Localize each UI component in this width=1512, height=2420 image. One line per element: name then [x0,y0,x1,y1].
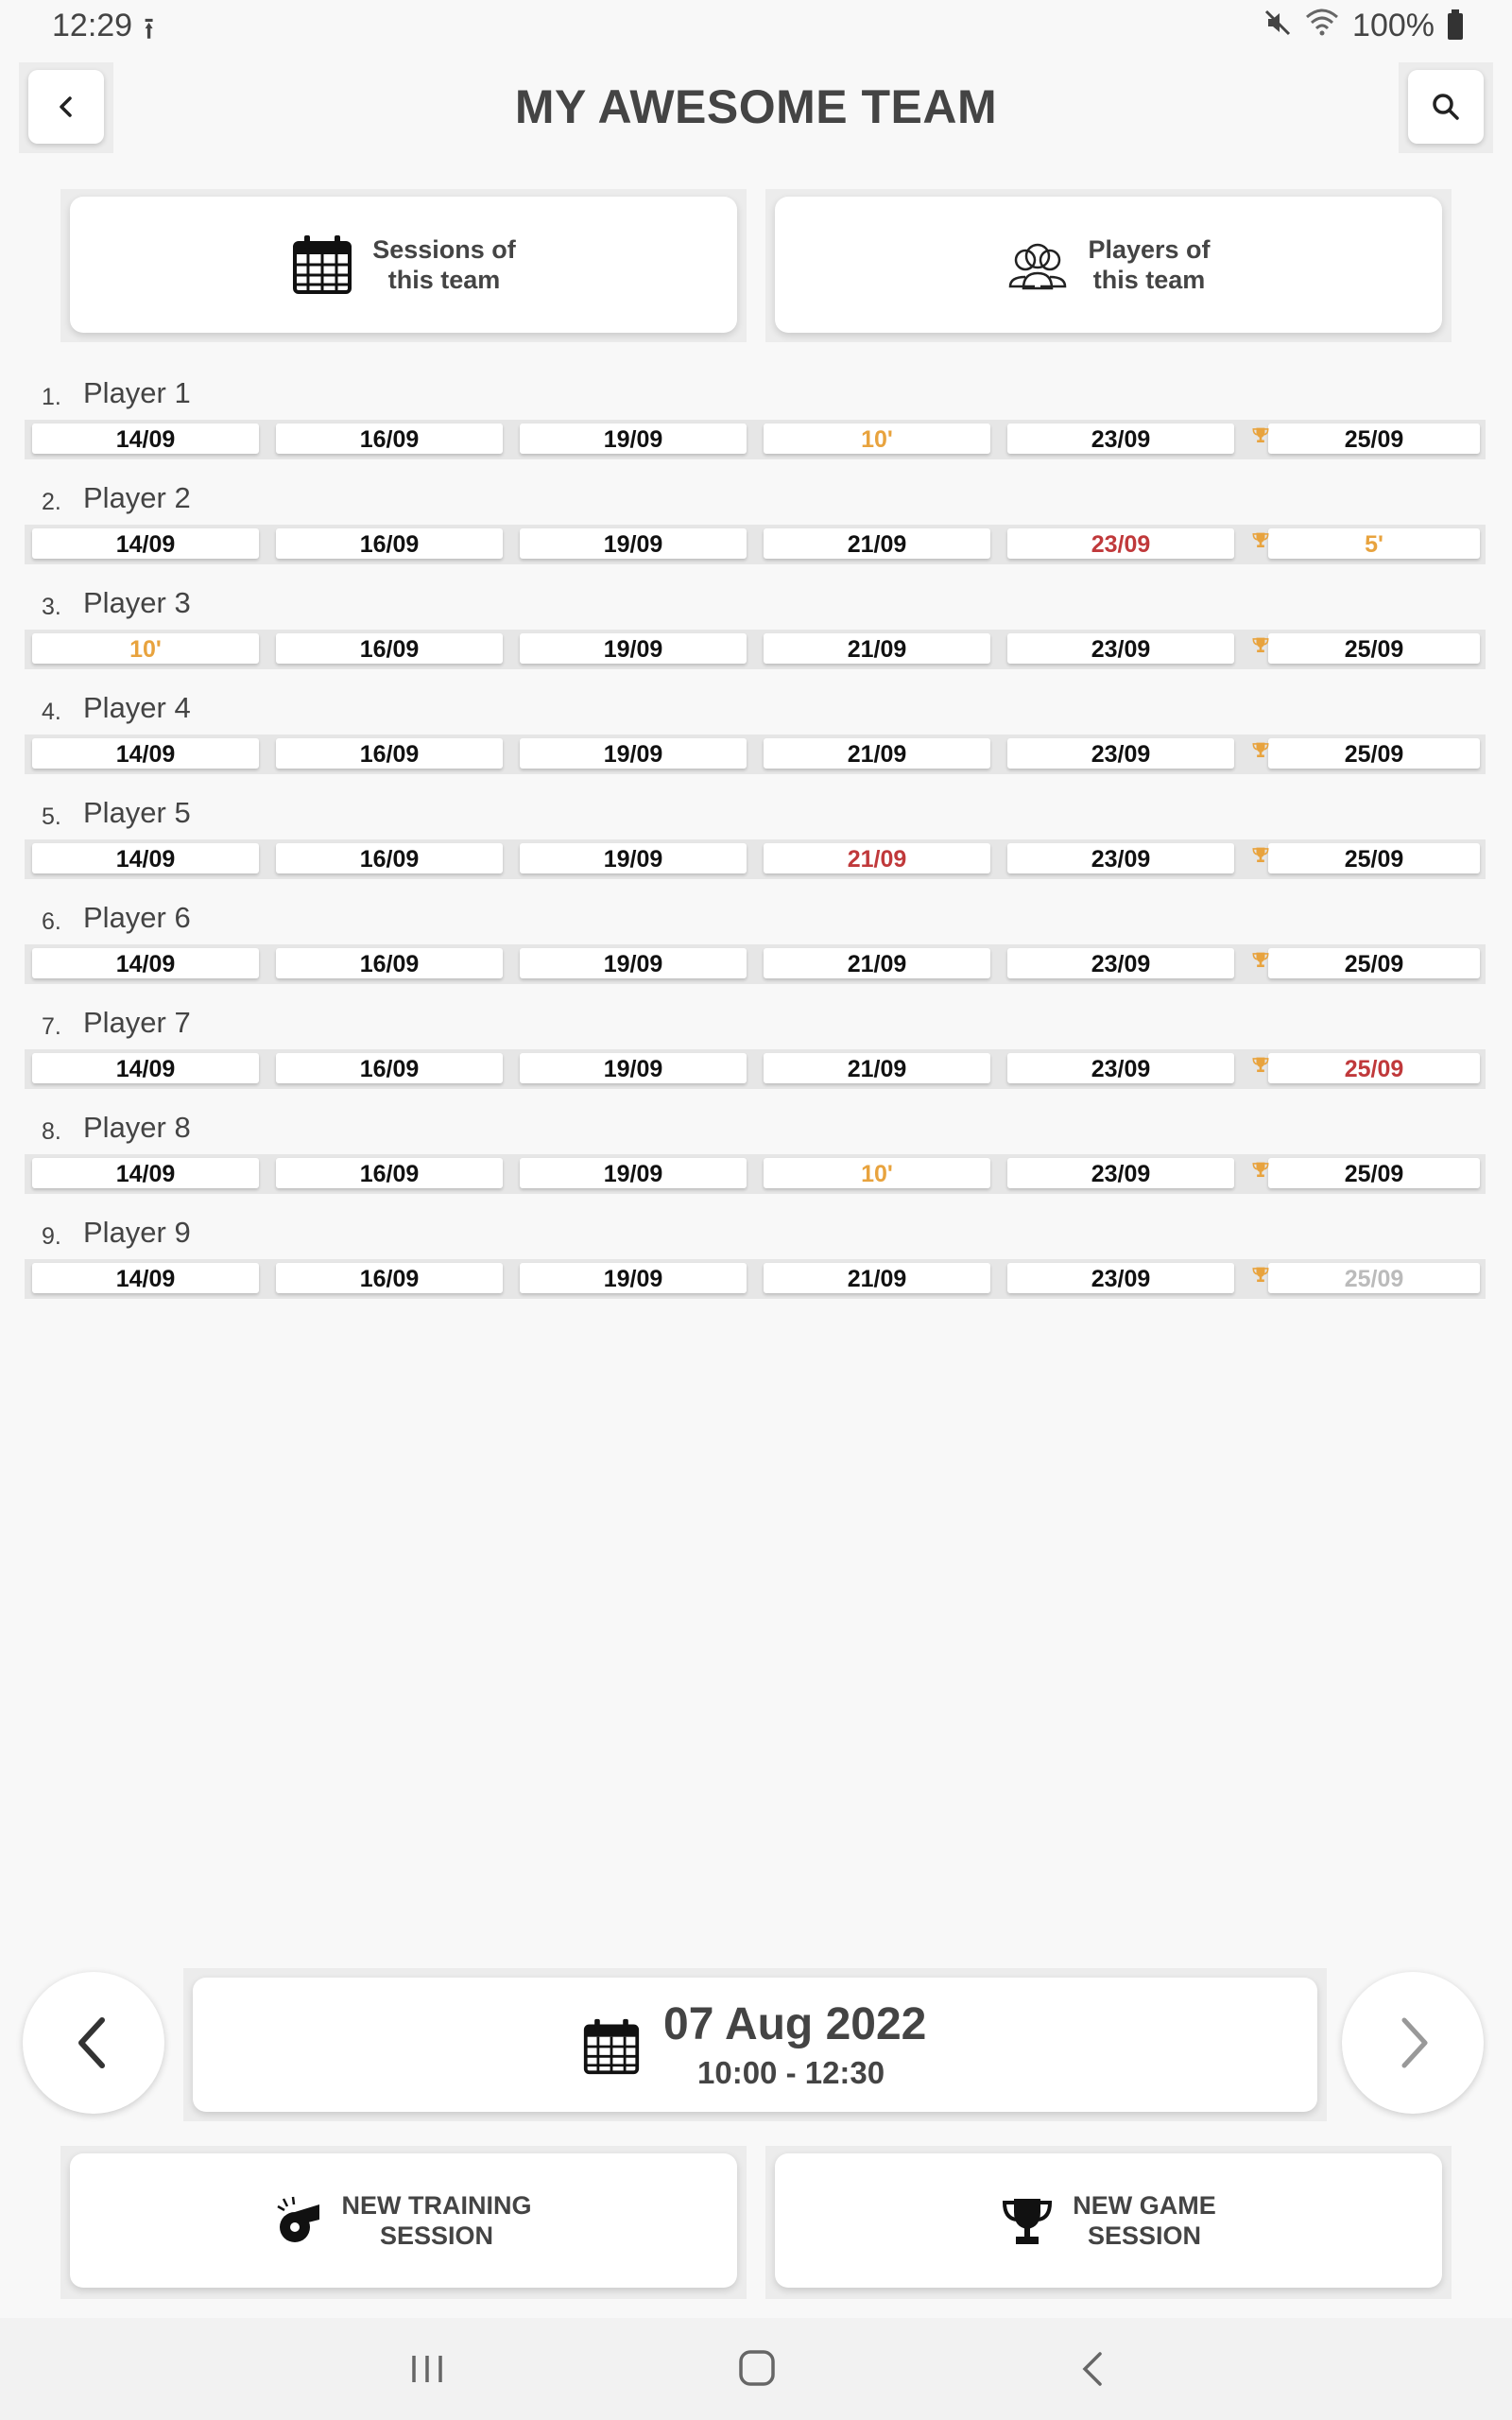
session-cell[interactable]: 14/09 [32,424,259,454]
session-time: 10:00 - 12:30 [697,2055,885,2090]
session-cell[interactable]: 23/09 [1007,1158,1234,1188]
players-button[interactable] [775,197,1442,333]
player-number: 1. [42,384,61,410]
session-cell[interactable]: 10' [32,633,259,664]
game-session-cell[interactable]: 25/09 [1268,1053,1480,1083]
trophy-icon [1252,425,1269,450]
session-cell[interactable]: 19/09 [520,528,747,559]
game-label-line1: NEW GAME [1073,2191,1216,2220]
trophy-icon [1252,1265,1269,1289]
session-cell[interactable]: 19/09 [520,1053,747,1083]
game-session-cell[interactable]: 25/09 [1268,843,1480,873]
trophy-icon [1252,635,1269,660]
sessions-label-line2: this team [387,266,501,294]
session-cell[interactable]: 16/09 [276,948,503,978]
session-cell[interactable]: 23/09 [1007,1053,1234,1083]
date-panel[interactable] [193,1978,1317,2112]
wifi-icon [1305,8,1339,44]
session-cell[interactable]: 23/09 [1007,633,1234,664]
player-name[interactable]: Player 4 [83,691,191,724]
session-cell[interactable]: 16/09 [276,843,503,873]
session-cell[interactable]: 21/09 [764,1263,990,1293]
page-title: MY AWESOME TEAM [514,80,998,133]
whistle-icon [276,2195,323,2246]
session-cell[interactable]: 16/09 [276,738,503,769]
session-cell[interactable]: 19/09 [520,948,747,978]
session-cell[interactable]: 19/09 [520,1263,747,1293]
session-cell[interactable]: 19/09 [520,843,747,873]
trophy-icon [1001,2195,1054,2246]
player-number: 8. [42,1118,61,1145]
session-cell[interactable]: 14/09 [32,1158,259,1188]
player-name[interactable]: Player 3 [83,586,191,619]
game-label-line2: SESSION [1087,2221,1202,2250]
trophy-icon [1252,845,1269,870]
players-icon [1006,239,1069,290]
training-label-line1: NEW TRAINING [341,2191,532,2220]
battery-percent: 100% [1352,8,1435,43]
search-icon [1431,92,1461,122]
training-label-line2: SESSION [379,2221,494,2250]
game-session-cell[interactable]: 25/09 [1268,1263,1480,1293]
player-number: 4. [42,699,61,725]
game-session-cell[interactable]: 25/09 [1268,1158,1480,1188]
session-cell[interactable]: 23/09 [1007,528,1234,559]
session-cell[interactable]: 23/09 [1007,738,1234,769]
upload-icon: ⭱ [144,11,155,45]
next-date-button[interactable] [1342,1972,1484,2114]
session-cell[interactable]: 21/09 [764,843,990,873]
trophy-icon [1252,530,1269,555]
status-time: 12:29 [52,8,133,43]
player-name[interactable]: Player 2 [83,481,191,514]
player-name[interactable]: Player 7 [83,1006,191,1039]
trophy-icon [1252,950,1269,975]
sessions-button[interactable] [70,197,737,333]
session-cell[interactable]: 14/09 [32,1053,259,1083]
game-session-cell[interactable]: 5' [1268,528,1480,559]
players-label-line1: Players of [1088,235,1211,264]
new-training-session-button[interactable] [70,2153,737,2288]
chevron-left-icon [70,2014,117,2071]
session-cell[interactable]: 23/09 [1007,1263,1234,1293]
player-name[interactable]: Player 1 [83,376,191,409]
trophy-icon [1252,740,1269,765]
player-number: 7. [42,1013,61,1040]
session-cell[interactable]: 14/09 [32,1263,259,1293]
session-cell[interactable]: 16/09 [276,1053,503,1083]
trophy-icon [1252,1160,1269,1184]
new-game-session-button[interactable] [775,2153,1442,2288]
session-cell[interactable]: 21/09 [764,948,990,978]
session-cell[interactable]: 14/09 [32,738,259,769]
session-cell[interactable]: 21/09 [764,528,990,559]
home-icon[interactable] [737,2348,777,2388]
session-date: 07 Aug 2022 [663,1999,927,2049]
system-nav-bar [0,2318,1512,2420]
session-cell[interactable]: 10' [764,1158,990,1188]
session-cell[interactable]: 19/09 [520,633,747,664]
player-name[interactable]: Player 8 [83,1111,191,1144]
session-cell[interactable]: 16/09 [276,633,503,664]
session-cell[interactable]: 23/09 [1007,424,1234,454]
trophy-icon [1252,1055,1269,1080]
sessions-label [372,234,516,295]
game-session-cell[interactable]: 25/09 [1268,424,1480,454]
session-cell[interactable]: 19/09 [520,1158,747,1188]
player-number: 3. [42,594,61,620]
sessions-label-line1: Sessions of [372,235,516,264]
session-cell[interactable]: 19/09 [520,738,747,769]
game-session-cell[interactable]: 25/09 [1268,633,1480,664]
session-cell[interactable]: 16/09 [276,528,503,559]
new-game-label [1073,2190,1216,2251]
player-name[interactable]: Player 9 [83,1216,191,1249]
player-name[interactable]: Player 6 [83,901,191,934]
previous-date-button[interactable] [23,1972,164,2114]
game-session-cell[interactable]: 25/09 [1268,948,1480,978]
status-bar [0,0,1512,51]
calendar-icon [582,2017,641,2076]
player-name[interactable]: Player 5 [83,796,191,829]
new-training-label [342,2190,532,2251]
session-cell[interactable]: 16/09 [276,424,503,454]
player-number: 9. [42,1223,61,1250]
session-cell[interactable]: 14/09 [32,528,259,559]
session-cell[interactable]: 14/09 [32,948,259,978]
session-cell[interactable]: 23/09 [1007,948,1234,978]
player-number: 2. [42,489,61,515]
session-cell[interactable]: 19/09 [520,424,747,454]
chevron-right-icon [1389,2014,1436,2071]
battery-icon [1448,13,1463,40]
player-number: 5. [42,804,61,830]
mute-icon [1263,9,1292,43]
calendar-icon [291,233,353,296]
session-cell[interactable]: 21/09 [764,1053,990,1083]
recent-apps-icon[interactable] [408,2350,446,2388]
session-cell[interactable]: 16/09 [276,1263,503,1293]
player-number: 6. [42,908,61,935]
game-session-cell[interactable]: 25/09 [1268,738,1480,769]
session-cell[interactable]: 21/09 [764,738,990,769]
session-cell[interactable]: 14/09 [32,843,259,873]
session-cell[interactable]: 16/09 [276,1158,503,1188]
players-label-line2: this team [1092,266,1206,294]
session-cell[interactable]: 23/09 [1007,843,1234,873]
players-label [1088,234,1210,295]
status-right [1263,8,1463,44]
search-button[interactable] [1408,70,1484,144]
session-cell[interactable]: 10' [764,424,990,454]
session-cell[interactable]: 21/09 [764,633,990,664]
system-back-icon[interactable] [1074,2348,1111,2390]
